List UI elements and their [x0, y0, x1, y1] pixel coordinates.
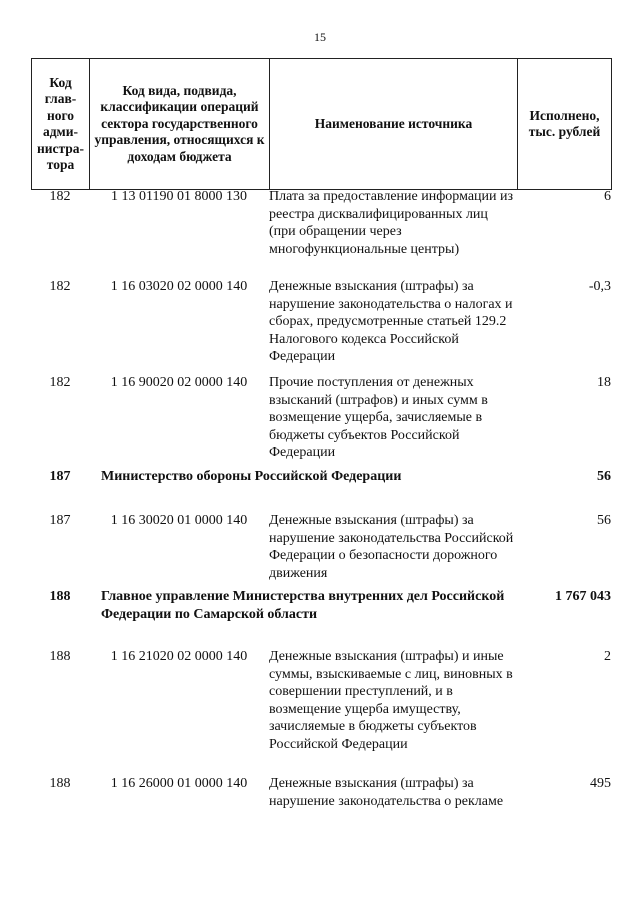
- classification-code: 1 16 21020 02 0000 140: [110, 649, 248, 664]
- admin-code: 182: [49, 375, 71, 390]
- admin-code: 188: [49, 589, 71, 604]
- group-amount: 1 767 043: [555, 589, 611, 604]
- admin-code: 182: [49, 279, 71, 294]
- group-name: Главное управление Министерства внутренних дел Российской Федерации по Самарской области: [101, 589, 505, 622]
- source-name: Денежные взыскания (штрафы) и иные суммы, взыскиваемые с лиц, виновных в совершении преступлений, и в возмещение ущерба имуществу, зачисляемые в бюджеты субъектов Российской Федерации: [269, 649, 513, 752]
- header-source-name: Наименование источника: [270, 59, 518, 190]
- admin-code: 188: [49, 649, 71, 664]
- header-classification-code: Код вида, подвида, классификации операций сектора государственного управления, относящихся к доходам бюджета: [90, 59, 270, 190]
- classification-code: 1 16 90020 02 0000 140: [110, 375, 248, 390]
- amount: 18: [597, 375, 611, 390]
- classification-code: 1 13 01190 01 8000 130: [111, 189, 247, 204]
- group-amount: 56: [597, 469, 611, 484]
- admin-code: 187: [49, 469, 71, 484]
- classification-code: 1 16 30020 01 0000 140: [110, 513, 248, 528]
- amount: 2: [604, 649, 611, 664]
- classification-code: 1 16 03020 02 0000 140: [110, 279, 248, 294]
- table-header: [31, 58, 612, 190]
- source-name: Денежные взыскания (штрафы) за нарушение законодательства о налогах и сборах, предусмотренные статьей 129.2 Налогового кодекса Российской Федерации: [269, 279, 513, 364]
- amount: 56: [597, 513, 611, 528]
- classification-code: 1 16 26000 01 0000 140: [110, 776, 248, 791]
- amount: 495: [590, 776, 611, 791]
- page-number: 15: [314, 30, 326, 44]
- source-name: Прочие поступления от денежных взысканий (штрафов) и иных сумм в возмещение ущерба, зачисляемые в бюджеты субъектов Российской Федерации: [269, 375, 488, 460]
- admin-code: 187: [49, 513, 71, 528]
- group-name: Министерство обороны Российской Федерации: [101, 469, 402, 484]
- source-name: Денежные взыскания (штрафы) за нарушение законодательства Российской Федерации о безопасности дорожного движения: [269, 513, 514, 581]
- admin-code: 182: [49, 189, 71, 204]
- amount: 6: [604, 189, 611, 204]
- source-name: Денежные взыскания (штрафы) за нарушение законодательства о рекламе: [269, 776, 504, 809]
- source-name: Плата за предоставление информации из реестра дисквалифицированных лиц (при обращении через многофункциональные центры): [269, 189, 514, 257]
- header-admin-code: Код глав-ного адми-нистра-тора: [32, 59, 90, 190]
- admin-code: 188: [49, 776, 71, 791]
- header-amount: Исполнено, тыс. рублей: [518, 59, 612, 190]
- amount: -0,3: [588, 279, 611, 294]
